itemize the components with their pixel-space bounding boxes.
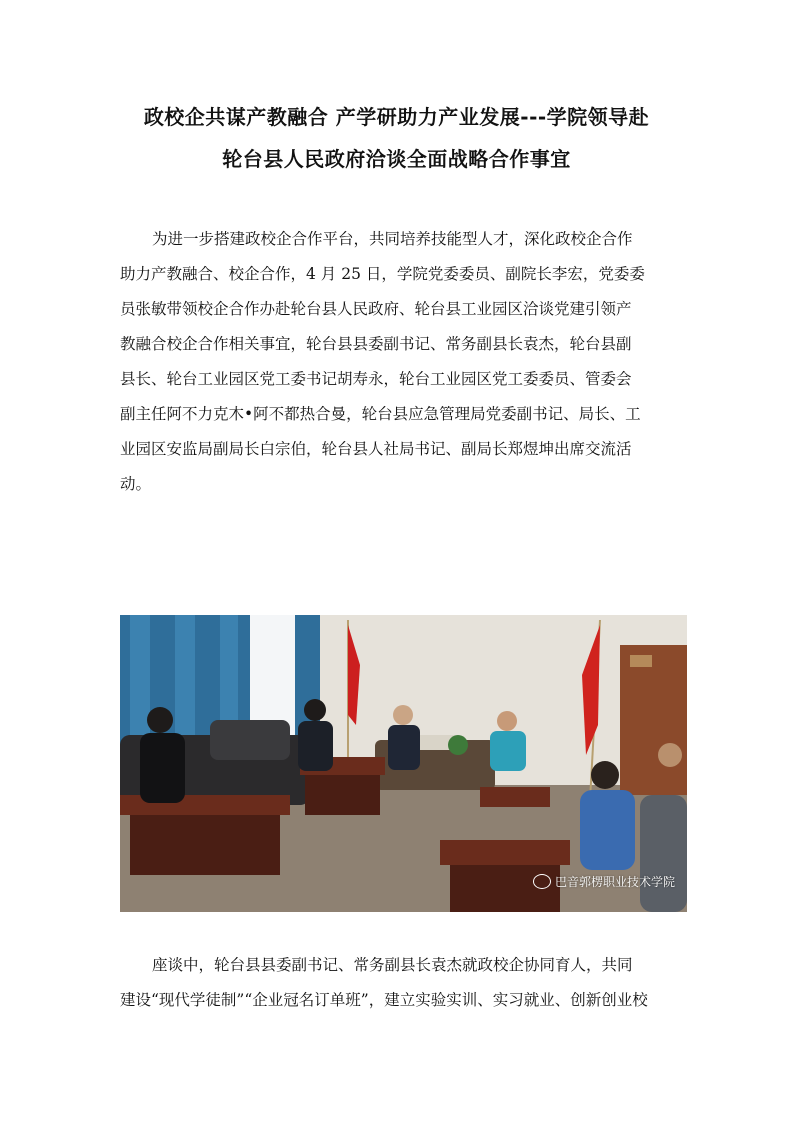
- paragraph-2: [120, 948, 676, 1018]
- document-title: [100, 96, 693, 180]
- paragraph-line: 员张敏带领校企合作办赴轮台县人民政府、轮台县工业园区洽谈党建引领产: [120, 300, 632, 318]
- paragraph-line: 座谈中，轮台县县委副书记、常务副县长袁杰就政校企协同育人，共同: [152, 956, 633, 974]
- meeting-photo: [120, 615, 687, 912]
- meeting-photo-illustration: [120, 615, 687, 912]
- title-line-2: 轮台县人民政府洽谈全面战略合作事宜: [222, 147, 571, 171]
- paragraph-1: [120, 222, 676, 502]
- watermark-text: 巴音郭楞职业技术学院: [554, 875, 675, 889]
- paragraph-line: 教融合校企合作相关事宜，轮台县县委副书记、常务副县长袁杰，轮台县副: [120, 335, 632, 353]
- paragraph-line: 建设“现代学徒制”“企业冠名订单班”，建立实验实训、实习就业、创新创业校: [120, 991, 648, 1009]
- paragraph-line: 为进一步搭建政校企合作平台，共同培养技能型人才，深化政校企合作: [152, 230, 633, 248]
- paragraph-line: 业园区安监局副局长白宗伯，轮台县人社局书记、副局长郑煜坤出席交流活: [120, 440, 632, 458]
- paragraph-line: 动。: [120, 475, 152, 493]
- paragraph-line: 助力产教融合、校企合作，4 月 25 日，学院党委委员、副院长李宏，党委委: [120, 265, 645, 283]
- photo-watermark: [533, 873, 675, 890]
- paragraph-line: 副主任阿不力克木•阿不都热合曼，轮台县应急管理局党委副书记、局长、工: [120, 405, 641, 423]
- title-line-1: 政校企共谋产教融合 产学研助力产业发展---学院领导赴: [143, 105, 650, 129]
- wechat-icon: [533, 874, 551, 889]
- paragraph-line: 县长、轮台工业园区党工委书记胡寿永，轮台工业园区党工委委员、管委会: [120, 370, 632, 388]
